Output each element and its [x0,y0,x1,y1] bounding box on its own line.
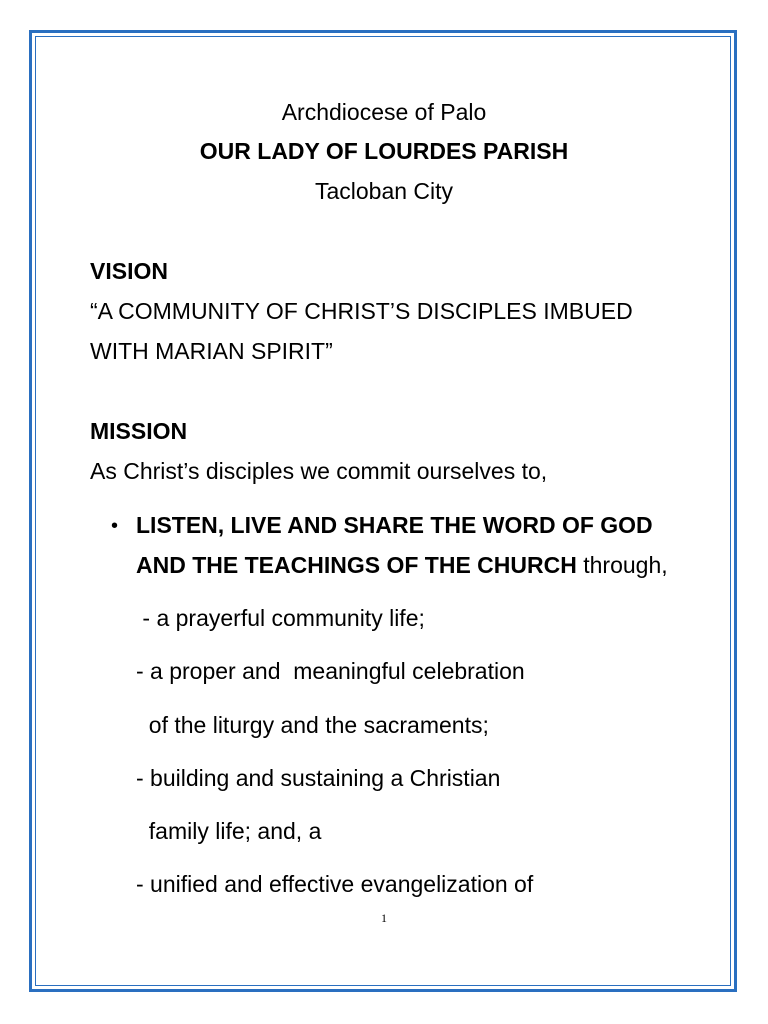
mission-item-4: - building and sustaining a Christian [136,765,501,791]
vision-heading: VISION [90,258,168,284]
mission-item-2: - a proper and meaningful celebration [136,658,525,684]
mission-bullet-line-2 [136,545,668,585]
mission-item-3: of the liturgy and the sacraments; [136,712,489,738]
mission-item-6: - unified and effective evangelization of [136,871,534,897]
page-number: 1 [381,911,387,925]
city-line: Tacloban City [314,178,454,204]
mission-bullet-line-1: LISTEN, LIVE AND SHARE THE WORD OF GOD [136,512,653,538]
mission-bullet-line-2-bold: AND THE TEACHINGS OF THE CHURCH [136,552,577,578]
mission-item-1: - a prayerful community life; [136,605,425,631]
parish-name: OUR LADY OF LOURDES PARISH [199,138,569,164]
bullet-icon: • [111,515,119,537]
mission-heading: MISSION [90,418,188,444]
vision-text-line-1: “A COMMUNITY OF CHRIST’S DISCIPLES IMBUED [90,298,633,324]
vision-text-line-2: WITH MARIAN SPIRIT” [90,338,333,364]
archdiocese-line: Archdiocese of Palo [281,99,487,125]
mission-intro: As Christ’s disciples we commit ourselves to, [90,458,548,484]
mission-item-5: family life; and, a [136,818,322,844]
mission-bullet-line-2-rest: through, [576,552,668,578]
